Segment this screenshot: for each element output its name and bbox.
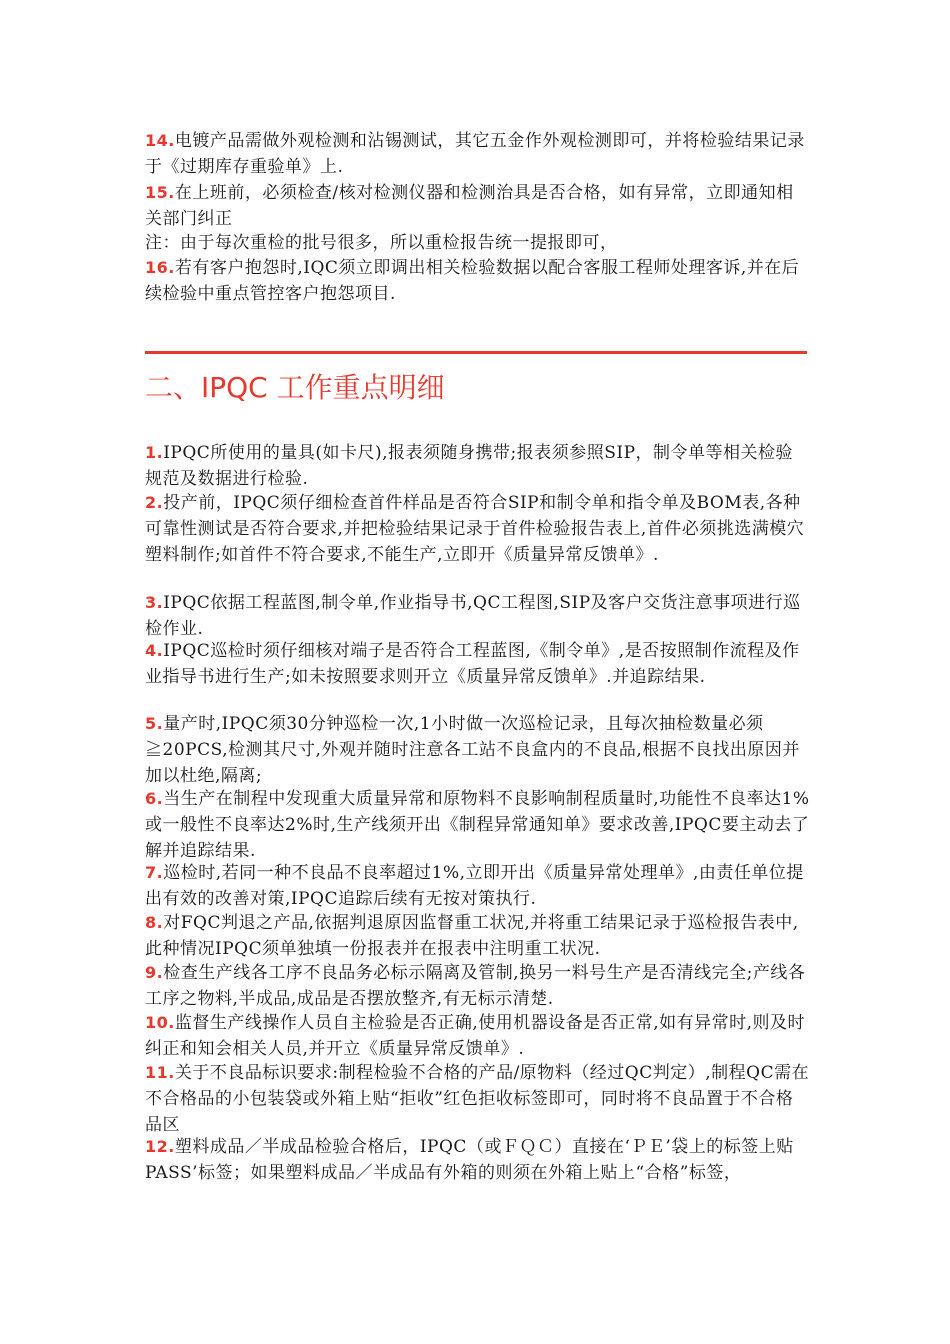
list-item [145,960,810,1012]
item-text: 检查生产线各工序不良品务必标示隔离及管制,换另一料号生产是否清线完全;产线各工序之物料,半成品,成品是否摆放整齐,有无标示清楚. [145,963,806,1009]
item-number: 5. [145,714,164,733]
item-text: 巡检时,若同一种不良品不良率超过1%,立即开出《质量异常处理单》,由责任单位提出有效的改善对策,IPQC追踪后续有无按对策执行. [145,863,804,909]
section-divider [145,351,807,354]
item-number: 2. [145,493,164,512]
item-text: 投产前，IPQC须仔细检查首件样品是否符合SIP和制令单和指令单及BOM表,各种可靠性测试是否符合要求,并把检验结果记录于首件检验报告表上,首件必须挑选满模穴塑料制作;如首件不符合要求,不能生产,立即开《质量异常反馈单》. [145,493,805,565]
list-item [145,860,810,912]
item-text: 电镀产品需做外观检测和沾锡测试，其它五金作外观检测即可，并将检验结果记录于《过期库存重验单》上. [145,131,805,177]
item-number: 3. [145,593,164,612]
item-text: 监督生产线操作人员自主检验是否正确,使用机器设备是否正常,如有异常时,则及时纠正和知会相关人员,并开立《质量异常反馈单》. [145,1013,806,1059]
item-text: IPQC巡检时须仔细核对端子是否符合工程蓝图,《制令单》,是否按照制作流程及作业指导书进行生产;如未按照要求则开立《质量异常反馈单》.并追踪结果. [145,641,800,687]
item-text: 当生产在制程中发现重大质量异常和原物料不良影响制程质量时,功能性不良率达1%或一般性不良率达2%时,生产线须开出《制程异常通知单》要求改善,IPQC要主动去了解并追踪结果. [145,789,810,861]
item-text: 量产时,IPQC须30分钟巡检一次,1小时做一次巡检记录，且每次抽检数量必须≧20PCS,检测其尺寸,外观并随时注意各工站不良盒内的不良品,根据不良找出原因并加以杜绝,隔离; [145,714,800,786]
list-item [145,1010,810,1062]
item-number: 16. [145,258,175,277]
list-item [145,590,810,642]
item-number: 1. [145,443,164,462]
item-number: 8. [145,913,164,932]
item-text: IPQC依据工程蓝图,制令单,作业指导书,QC工程图,SIP及客户交货注意事项进行巡检作业. [145,593,801,639]
list-item [145,1134,810,1186]
item-number: 10. [145,1013,175,1032]
section-heading: 二、IPQC 工作重点明细 [145,371,445,404]
item-number: 7. [145,863,164,882]
item-number: 9. [145,963,164,982]
list-item [145,255,810,307]
item-number: 12. [145,1137,175,1156]
list-item [145,180,810,232]
note-line [145,230,810,256]
item-number: 15. [145,183,175,202]
list-item [145,128,810,180]
item-number: 11. [145,1063,175,1082]
list-item [145,490,810,568]
item-text: 关于不良品标识要求:制程检验不合格的产品/原物料（经过QC判定）,制程QC需在不合格品的小包装袋或外箱上贴“拒收”红色拒收标签即可，同时将不良品置于不合格品区 [145,1063,810,1135]
list-item [145,910,810,962]
list-item [145,1060,810,1138]
item-number: 14. [145,131,175,150]
item-number: 6. [145,789,164,808]
note-text: 注：由于每次重检的批号很多，所以重检报告统一提报即可， [145,233,618,253]
list-item [145,440,810,492]
item-text: 对FQC判退之产品,依据判退原因监督重工状况,并将重工结果记录于巡检报告表中,此种情况IPQC须单独填一份报表并在报表中注明重工状况. [145,913,799,959]
item-text: 在上班前，必须检查/核对检测仪器和检测治具是否合格，如有异常，立即通知相关部门纠正 [145,183,794,229]
item-number: 4. [145,641,164,660]
item-text: 塑料成品／半成品检验合格后，IPQC（或ＦＱＣ）直接在‘ＰＥ’袋上的标签上贴 PASS’标签；如果塑料成品／半成品有外箱的则须在外箱上贴上“合格”标签， [145,1137,794,1183]
item-text: IPQC所使用的量具(如卡尺),报表须随身携带;报表须参照SIP，制令单等相关检验规范及数据进行检验. [145,443,794,489]
list-item [145,638,810,690]
item-text: 若有客户抱怨时,IQC须立即调出相关检验数据以配合客服工程师处理客诉,并在后续检验中重点管控客户抱怨项目. [145,258,800,304]
list-item [145,711,810,789]
list-item [145,786,810,864]
